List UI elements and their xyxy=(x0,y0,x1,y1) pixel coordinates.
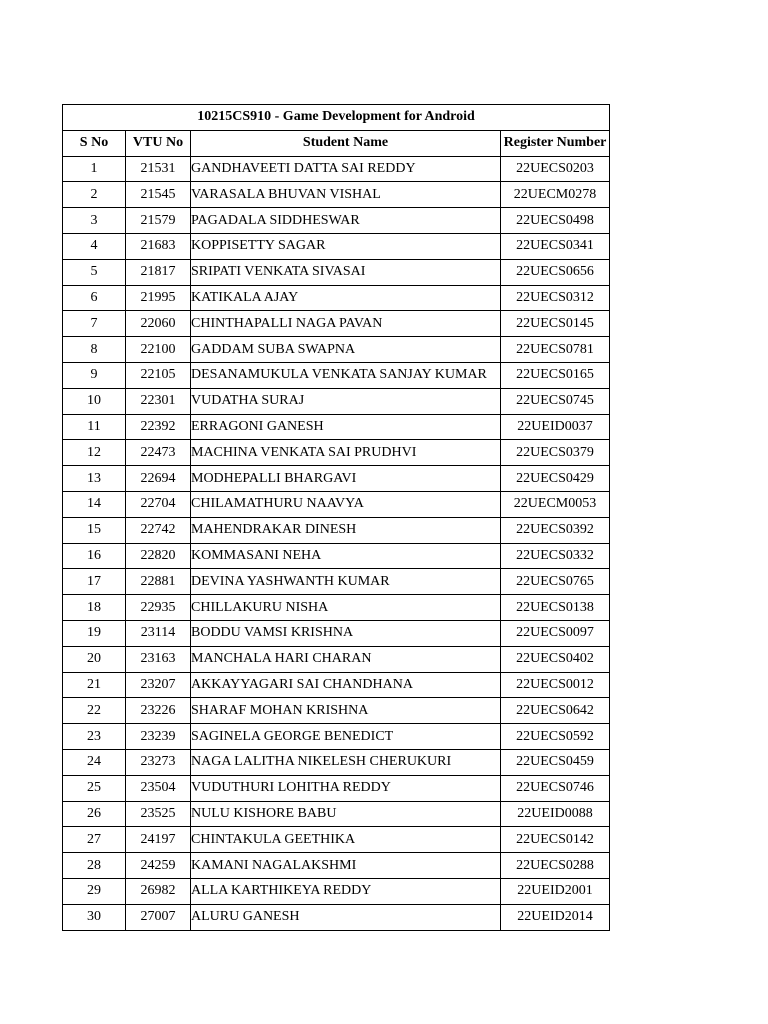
cell-student-name: KOPPISETTY SAGAR xyxy=(191,233,501,259)
cell-student-name: MANCHALA HARI CHARAN xyxy=(191,646,501,672)
cell-vtu: 22881 xyxy=(126,569,191,595)
table-row xyxy=(63,259,610,285)
cell-student-name: ERRAGONI GANESH xyxy=(191,414,501,440)
cell-sno: 21 xyxy=(63,672,126,698)
cell-sno: 7 xyxy=(63,311,126,337)
cell-student-name: CHINTAKULA GEETHIKA xyxy=(191,827,501,853)
cell-register-number: 22UECS0097 xyxy=(501,620,610,646)
cell-student-name: GANDHAVEETI DATTA SAI REDDY xyxy=(191,156,501,182)
table-row xyxy=(63,388,610,414)
cell-vtu: 23239 xyxy=(126,724,191,750)
cell-student-name: CHILAMATHURU NAAVYA xyxy=(191,491,501,517)
roster-body xyxy=(63,156,610,930)
cell-register-number: 22UECS0765 xyxy=(501,569,610,595)
column-header-vtu: VTU No xyxy=(126,130,191,156)
student-roster-sheet xyxy=(62,104,609,931)
table-row xyxy=(63,904,610,930)
table-row xyxy=(63,517,610,543)
cell-register-number: 22UEID2014 xyxy=(501,904,610,930)
column-header-sno: S No xyxy=(63,130,126,156)
cell-register-number: 22UECS0498 xyxy=(501,208,610,234)
cell-sno: 27 xyxy=(63,827,126,853)
cell-student-name: VUDATHA SURAJ xyxy=(191,388,501,414)
cell-student-name: SAGINELA GEORGE BENEDICT xyxy=(191,724,501,750)
cell-sno: 17 xyxy=(63,569,126,595)
column-header-register: Register Number xyxy=(501,130,610,156)
table-row xyxy=(63,646,610,672)
cell-vtu: 23226 xyxy=(126,698,191,724)
cell-student-name: AKKAYYAGARI SAI CHANDHANA xyxy=(191,672,501,698)
cell-sno: 5 xyxy=(63,259,126,285)
table-row xyxy=(63,233,610,259)
cell-vtu: 22473 xyxy=(126,440,191,466)
cell-vtu: 21817 xyxy=(126,259,191,285)
cell-vtu: 23207 xyxy=(126,672,191,698)
cell-student-name: NAGA LALITHA NIKELESH CHERUKURI xyxy=(191,749,501,775)
cell-student-name: ALURU GANESH xyxy=(191,904,501,930)
cell-sno: 18 xyxy=(63,595,126,621)
table-row xyxy=(63,853,610,879)
table-row xyxy=(63,620,610,646)
cell-student-name: SHARAF MOHAN KRISHNA xyxy=(191,698,501,724)
cell-sno: 30 xyxy=(63,904,126,930)
table-row xyxy=(63,311,610,337)
cell-register-number: 22UECM0053 xyxy=(501,491,610,517)
cell-sno: 14 xyxy=(63,491,126,517)
cell-student-name: VUDUTHURI LOHITHA REDDY xyxy=(191,775,501,801)
cell-register-number: 22UECS0429 xyxy=(501,466,610,492)
cell-student-name: CHINTHAPALLI NAGA PAVAN xyxy=(191,311,501,337)
cell-student-name: CHILLAKURU NISHA xyxy=(191,595,501,621)
cell-sno: 10 xyxy=(63,388,126,414)
cell-student-name: MAHENDRAKAR DINESH xyxy=(191,517,501,543)
cell-student-name: KOMMASANI NEHA xyxy=(191,543,501,569)
cell-sno: 28 xyxy=(63,853,126,879)
cell-register-number: 22UECS0392 xyxy=(501,517,610,543)
cell-sno: 23 xyxy=(63,724,126,750)
cell-sno: 19 xyxy=(63,620,126,646)
table-row xyxy=(63,208,610,234)
cell-register-number: 22UEID0037 xyxy=(501,414,610,440)
table-row xyxy=(63,775,610,801)
cell-sno: 9 xyxy=(63,362,126,388)
cell-register-number: 22UECS0781 xyxy=(501,337,610,363)
cell-register-number: 22UEID2001 xyxy=(501,878,610,904)
table-row xyxy=(63,414,610,440)
table-row xyxy=(63,749,610,775)
cell-register-number: 22UECS0592 xyxy=(501,724,610,750)
cell-vtu: 22392 xyxy=(126,414,191,440)
course-title: 10215CS910 - Game Development for Android xyxy=(63,105,610,131)
table-row xyxy=(63,878,610,904)
cell-vtu: 23504 xyxy=(126,775,191,801)
cell-register-number: 22UECS0745 xyxy=(501,388,610,414)
table-row xyxy=(63,440,610,466)
cell-register-number: 22UECS0402 xyxy=(501,646,610,672)
cell-vtu: 21995 xyxy=(126,285,191,311)
cell-sno: 26 xyxy=(63,801,126,827)
table-row xyxy=(63,543,610,569)
cell-register-number: 22UECS0332 xyxy=(501,543,610,569)
cell-vtu: 22704 xyxy=(126,491,191,517)
cell-vtu: 21579 xyxy=(126,208,191,234)
cell-sno: 29 xyxy=(63,878,126,904)
cell-vtu: 22105 xyxy=(126,362,191,388)
cell-student-name: DEVINA YASHWANTH KUMAR xyxy=(191,569,501,595)
cell-sno: 13 xyxy=(63,466,126,492)
cell-student-name: KAMANI NAGALAKSHMI xyxy=(191,853,501,879)
table-row xyxy=(63,466,610,492)
cell-sno: 24 xyxy=(63,749,126,775)
cell-student-name: ALLA KARTHIKEYA REDDY xyxy=(191,878,501,904)
cell-student-name: KATIKALA AJAY xyxy=(191,285,501,311)
student-roster-table xyxy=(62,104,610,931)
cell-register-number: 22UECS0203 xyxy=(501,156,610,182)
column-header-name: Student Name xyxy=(191,130,501,156)
table-row xyxy=(63,724,610,750)
cell-vtu: 22694 xyxy=(126,466,191,492)
cell-sno: 22 xyxy=(63,698,126,724)
cell-vtu: 22301 xyxy=(126,388,191,414)
cell-sno: 4 xyxy=(63,233,126,259)
cell-sno: 12 xyxy=(63,440,126,466)
cell-sno: 15 xyxy=(63,517,126,543)
cell-register-number: 22UECS0165 xyxy=(501,362,610,388)
cell-register-number: 22UECS0312 xyxy=(501,285,610,311)
cell-sno: 20 xyxy=(63,646,126,672)
table-row xyxy=(63,156,610,182)
cell-sno: 3 xyxy=(63,208,126,234)
cell-vtu: 22820 xyxy=(126,543,191,569)
cell-vtu: 24259 xyxy=(126,853,191,879)
cell-vtu: 23273 xyxy=(126,749,191,775)
cell-vtu: 22100 xyxy=(126,337,191,363)
cell-vtu: 22742 xyxy=(126,517,191,543)
cell-sno: 6 xyxy=(63,285,126,311)
cell-vtu: 27007 xyxy=(126,904,191,930)
cell-sno: 8 xyxy=(63,337,126,363)
cell-student-name: MACHINA VENKATA SAI PRUDHVI xyxy=(191,440,501,466)
table-row xyxy=(63,491,610,517)
table-row xyxy=(63,801,610,827)
cell-student-name: SRIPATI VENKATA SIVASAI xyxy=(191,259,501,285)
cell-register-number: 22UECS0379 xyxy=(501,440,610,466)
header-row xyxy=(63,130,610,156)
cell-sno: 2 xyxy=(63,182,126,208)
cell-vtu: 26982 xyxy=(126,878,191,904)
cell-register-number: 22UECS0642 xyxy=(501,698,610,724)
cell-vtu: 24197 xyxy=(126,827,191,853)
cell-vtu: 21531 xyxy=(126,156,191,182)
cell-vtu: 21545 xyxy=(126,182,191,208)
cell-register-number: 22UECS0012 xyxy=(501,672,610,698)
cell-student-name: VARASALA BHUVAN VISHAL xyxy=(191,182,501,208)
cell-register-number: 22UECS0288 xyxy=(501,853,610,879)
cell-register-number: 22UECS0746 xyxy=(501,775,610,801)
cell-register-number: 22UECS0656 xyxy=(501,259,610,285)
cell-vtu: 22935 xyxy=(126,595,191,621)
cell-student-name: GADDAM SUBA SWAPNA xyxy=(191,337,501,363)
table-row xyxy=(63,362,610,388)
cell-register-number: 22UECS0459 xyxy=(501,749,610,775)
cell-vtu: 23525 xyxy=(126,801,191,827)
cell-register-number: 22UECS0138 xyxy=(501,595,610,621)
cell-register-number: 22UECS0142 xyxy=(501,827,610,853)
cell-student-name: DESANAMUKULA VENKATA SANJAY KUMAR xyxy=(191,362,501,388)
table-row xyxy=(63,285,610,311)
cell-register-number: 22UEID0088 xyxy=(501,801,610,827)
table-row xyxy=(63,595,610,621)
cell-sno: 25 xyxy=(63,775,126,801)
cell-sno: 16 xyxy=(63,543,126,569)
cell-vtu: 22060 xyxy=(126,311,191,337)
cell-sno: 11 xyxy=(63,414,126,440)
cell-vtu: 23114 xyxy=(126,620,191,646)
cell-vtu: 23163 xyxy=(126,646,191,672)
cell-student-name: MODHEPALLI BHARGAVI xyxy=(191,466,501,492)
table-row xyxy=(63,337,610,363)
cell-vtu: 21683 xyxy=(126,233,191,259)
table-row xyxy=(63,698,610,724)
table-row xyxy=(63,672,610,698)
title-row xyxy=(63,105,610,131)
table-row xyxy=(63,827,610,853)
cell-student-name: NULU KISHORE BABU xyxy=(191,801,501,827)
cell-student-name: PAGADALA SIDDHESWAR xyxy=(191,208,501,234)
cell-student-name: BODDU VAMSI KRISHNA xyxy=(191,620,501,646)
cell-register-number: 22UECM0278 xyxy=(501,182,610,208)
cell-register-number: 22UECS0145 xyxy=(501,311,610,337)
cell-sno: 1 xyxy=(63,156,126,182)
table-row xyxy=(63,182,610,208)
cell-register-number: 22UECS0341 xyxy=(501,233,610,259)
table-row xyxy=(63,569,610,595)
